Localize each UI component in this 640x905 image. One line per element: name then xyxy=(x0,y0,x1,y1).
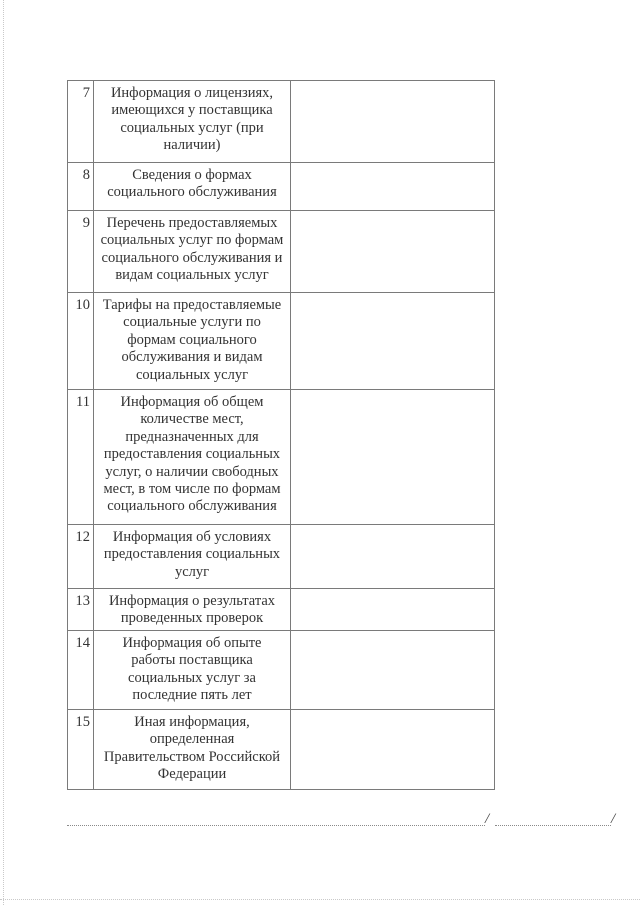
provider-info-table xyxy=(67,80,495,790)
row-label: Тарифы на предоставляемые социальные услуги по формам социального обслуживания и видам социальных услуг xyxy=(94,293,291,390)
row-value xyxy=(291,525,495,589)
row-value xyxy=(291,631,495,710)
row-label: Информация об опыте работы поставщика социальных услуг за последние пять лет xyxy=(94,631,291,710)
row-value xyxy=(291,163,495,211)
table-row-10 xyxy=(68,293,495,390)
row-number: 9 xyxy=(68,211,94,293)
row-number: 8 xyxy=(68,163,94,211)
row-number: 10 xyxy=(68,293,94,390)
row-number: 14 xyxy=(68,631,94,710)
signature-separator: / xyxy=(485,811,490,827)
table-row-11 xyxy=(68,390,495,525)
row-number: 12 xyxy=(68,525,94,589)
table-row-9 xyxy=(68,211,495,293)
row-label: Сведения о формах социального обслуживания xyxy=(94,163,291,211)
signature-separator: / xyxy=(611,811,616,827)
page-bottom-edge xyxy=(0,899,640,900)
table-row-15 xyxy=(68,710,495,790)
signature-name-field[interactable] xyxy=(495,825,611,826)
row-value xyxy=(291,293,495,390)
row-value xyxy=(291,710,495,790)
signature-field[interactable] xyxy=(67,825,485,826)
table-row-14 xyxy=(68,631,495,710)
row-number: 15 xyxy=(68,710,94,790)
row-number: 13 xyxy=(68,589,94,631)
table-row-13 xyxy=(68,589,495,631)
table-row-7 xyxy=(68,81,495,163)
row-value xyxy=(291,211,495,293)
row-number: 7 xyxy=(68,81,94,163)
row-value xyxy=(291,589,495,631)
table-body xyxy=(68,81,495,790)
row-label: Информация о лицензиях, имеющихся у поставщика социальных услуг (при наличии) xyxy=(94,81,291,163)
row-value xyxy=(291,390,495,525)
row-label: Информация об общем количестве мест, предназначенных для предоставления социальных услуг, о наличии свободных мест, в том числе по формам социального обслуживания xyxy=(94,390,291,525)
row-label: Перечень предоставляемых социальных услуг по формам социального обслуживания и видам социальных услуг xyxy=(94,211,291,293)
signature-line xyxy=(67,811,622,827)
row-label: Иная информация, определенная Правительством Российской Федерации xyxy=(94,710,291,790)
row-value xyxy=(291,81,495,163)
row-label: Информация об условиях предоставления социальных услуг xyxy=(94,525,291,589)
row-label: Информация о результатах проведенных проверок xyxy=(94,589,291,631)
table-row-12 xyxy=(68,525,495,589)
table-row-8 xyxy=(68,163,495,211)
row-number: 11 xyxy=(68,390,94,525)
page-left-edge xyxy=(3,0,4,905)
